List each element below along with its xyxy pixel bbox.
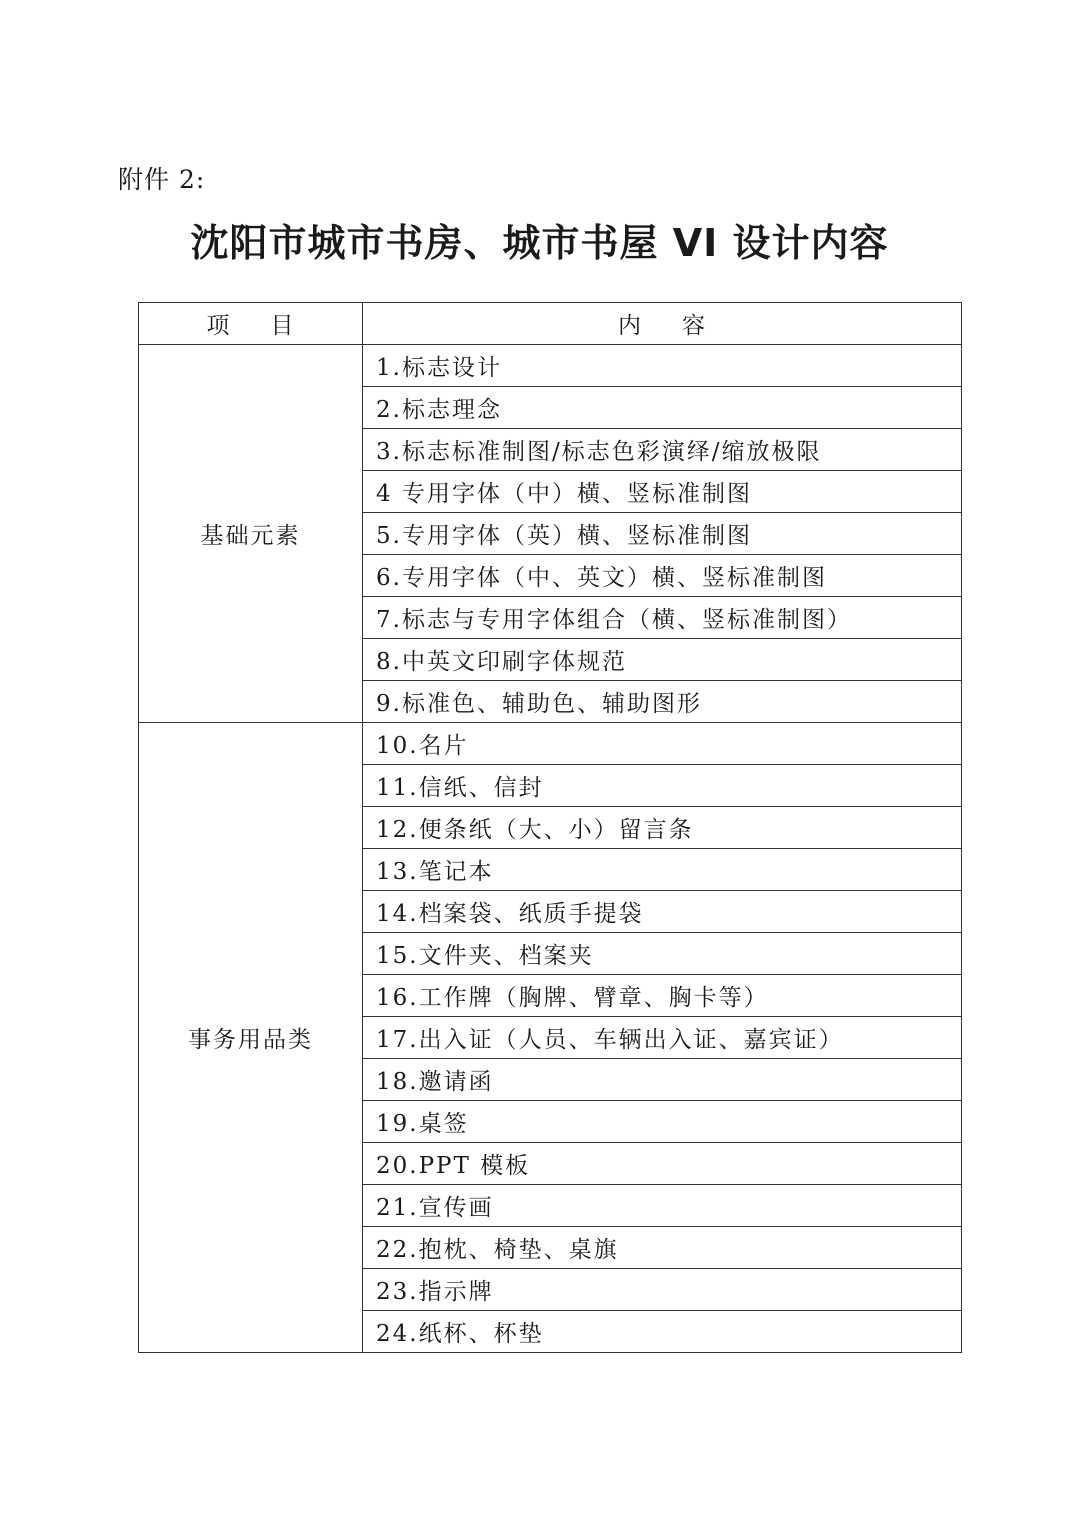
- header-item: 项 目: [139, 303, 363, 345]
- table-header-row: [139, 303, 962, 345]
- content-item-cell: 2.标志理念: [363, 387, 962, 429]
- content-item-cell: 20.PPT 模板: [363, 1143, 962, 1185]
- category-cell: 基础元素: [139, 345, 363, 723]
- content-item-cell: 9.标准色、辅助色、辅助图形: [363, 681, 962, 723]
- content-item-cell: 3.标志标准制图/标志色彩演绎/缩放极限: [363, 429, 962, 471]
- content-item-cell: 6.专用字体（中、英文）横、竖标准制图: [363, 555, 962, 597]
- content-item-cell: 24.纸杯、杯垫: [363, 1311, 962, 1353]
- document-title: 沈阳市城市书房、城市书屋 VI 设计内容: [190, 221, 889, 265]
- content-item-cell: 11.信纸、信封: [363, 765, 962, 807]
- content-item-cell: 21.宣传画: [363, 1185, 962, 1227]
- content-item-cell: 17.出入证（人员、车辆出入证、嘉宾证）: [363, 1017, 962, 1059]
- content-item-cell: 15.文件夹、档案夹: [363, 933, 962, 975]
- content-item-cell: 13.笔记本: [363, 849, 962, 891]
- content-item-cell: 18.邀请函: [363, 1059, 962, 1101]
- content-item-cell: 19.桌签: [363, 1101, 962, 1143]
- header-content: 内 容: [363, 303, 962, 345]
- content-item-cell: 1.标志设计: [363, 345, 962, 387]
- content-item-cell: 22.抱枕、椅垫、桌旗: [363, 1227, 962, 1269]
- table-body: [139, 345, 962, 1353]
- table-row: [139, 723, 962, 765]
- content-item-cell: 23.指示牌: [363, 1269, 962, 1311]
- content-item-cell: 4 专用字体（中）横、竖标准制图: [363, 471, 962, 513]
- attachment-label: 附件 2:: [118, 165, 206, 194]
- content-item-cell: 16.工作牌（胸牌、臂章、胸卡等）: [363, 975, 962, 1017]
- table-row: [139, 345, 962, 387]
- content-item-cell: 14.档案袋、纸质手提袋: [363, 891, 962, 933]
- content-item-cell: 5.专用字体（英）横、竖标准制图: [363, 513, 962, 555]
- vi-design-table: [138, 302, 962, 1353]
- content-item-cell: 7.标志与专用字体组合（横、竖标准制图）: [363, 597, 962, 639]
- content-item-cell: 10.名片: [363, 723, 962, 765]
- content-item-cell: 8.中英文印刷字体规范: [363, 639, 962, 681]
- content-item-cell: 12.便条纸（大、小）留言条: [363, 807, 962, 849]
- category-cell: 事务用品类: [139, 723, 363, 1353]
